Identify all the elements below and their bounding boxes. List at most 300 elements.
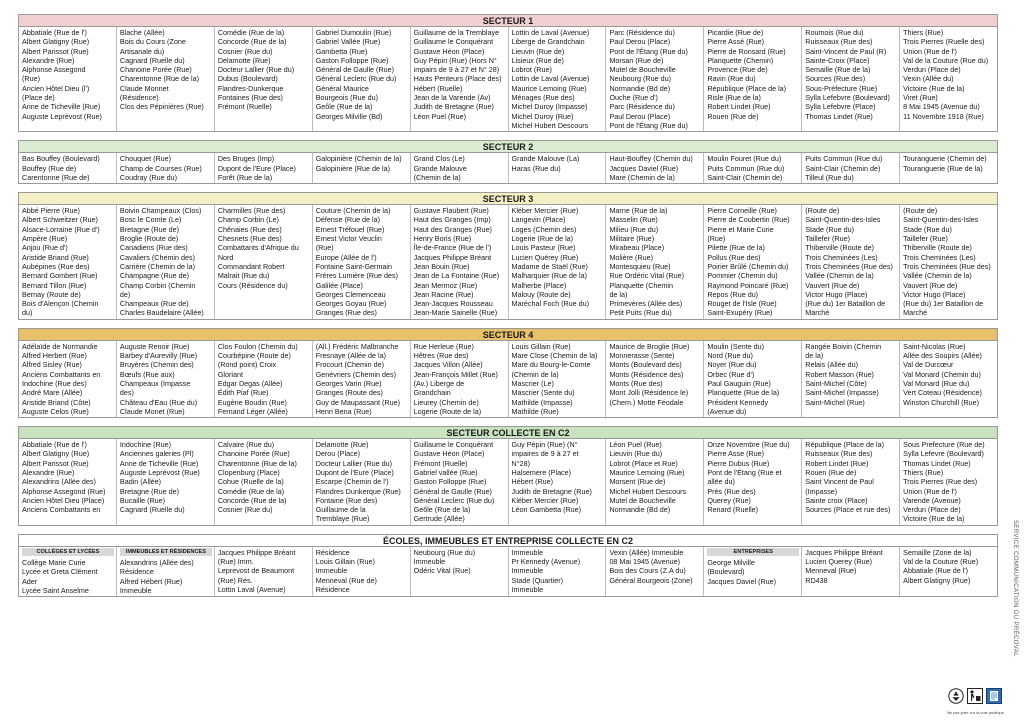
street-column [411,439,509,525]
street-entry: Poirier Brûlé (Chemin du) [707,261,789,271]
street-entry: Collège Marie Curie [22,558,86,568]
street-column [411,153,509,183]
street-entry: Monts (Boulevard des) [609,360,682,370]
street-entry: Geôle (Rue de la) [413,505,471,515]
street-entry: Pont de l'Étang (Rue du) [609,46,688,56]
street-entry: Pierre de Coubertin (Rue) [707,215,790,225]
street-entry: Parc (Résidence du) [609,102,675,112]
street-column [509,547,607,597]
street-entry: Georges Varin (Rue) [315,378,382,388]
street-entry: Louis Gillain (Rue) [511,341,571,351]
street-entry: Georges Milville (Bd) [315,111,383,121]
street-entry: du) [22,308,33,318]
street-column [509,27,607,131]
street-entry: Carentonne (Rue de) [22,172,90,182]
street-entry: Champagne (Rue de) [119,271,190,281]
street-entry: Sous-Préfecture (Rue) [805,83,878,93]
street-entry: Granges (Route des) [315,388,383,398]
street-entry: Résidence [315,547,350,557]
street-entry: Albert Schweitzer (Rue) [22,215,98,225]
street-entry: Morsent (Rue de) [609,477,666,487]
street-entry: Albert Parissot (Rue) [22,458,89,468]
street-entry: Auguste Renoir (Rue) [119,341,190,351]
street-entry: Viret (Rue) [903,93,938,103]
street-entry: Mathilde (Rue) [511,406,559,416]
street-entry: Frères Lumière (Rue des) [315,271,399,281]
street-entry: Aristide Briand (Rue) [22,252,89,262]
document-icon [986,688,1002,704]
street-entry: Immeuble [511,566,544,576]
street-entry: Haras (Rue du) [511,163,561,173]
street-column [313,439,411,525]
street-entry: Trois Pierres (Rue des) [903,477,978,487]
street-entry: Jean-François Millet (Rue) [413,369,498,379]
street-entry: Guillaume le Conquérant [413,37,494,47]
sector-title: SECTEUR 3 [19,193,997,205]
street-entry: Albert Glatigny (Rue) [22,449,90,459]
street-entry: Anciens Combattants en [22,505,101,515]
street-entry: Langevin (Place) [511,215,566,225]
street-column [215,205,313,319]
street-entry: Guy Pépin (Rue) (N° [511,440,578,450]
street-entry: Val de la Couture (Rue du) [903,55,989,65]
street-entry: Anne de Ticheville (Rue) [119,458,199,468]
street-column [509,439,607,525]
street-entry: Docteur Lallier (Rue du) [315,458,393,468]
street-entry: Trois Cheminées (Les) [805,252,878,262]
street-entry: Parc (Résidence du) [609,28,675,37]
street-entry: de la) [609,289,628,299]
street-entry: Chesnets (Rue des) [217,234,282,244]
street-entry: Masselin (Rue) [609,215,658,225]
street-entry: Sainte croix (Place) [805,495,868,505]
street-entry: Monnerasse (Sente) [609,351,675,361]
street-entry: Trois Pierres (Ruelle des) [903,37,985,47]
street-entry: Mare Close (Chemin de la) [511,351,598,361]
street-entry: Leprevost de Beaumont [217,566,295,576]
street-entry: Champ Corbin (Chemin [119,280,196,290]
street-entry: Rouget de l'Isle (Rue) [707,299,777,309]
street-entry: Général Bourgeois (Zone) [609,575,693,585]
street-entry: Anjou (Rue d') [22,243,68,253]
street-entry: Frémont (Ruelle) [217,102,272,112]
street-column [802,27,900,131]
street-entry: Delamotte (Rue) [315,440,369,450]
street-column [900,547,997,597]
street-column [313,341,411,417]
street-entry: Gabriel vallée (Rue) [413,467,478,477]
street-entry: Michel Hubert Descours [609,486,687,496]
street-entry: Robert Lindet (Rue) [805,458,869,468]
street-entry: Saint-Clair (Chemin de) [805,163,881,173]
street-column [802,341,900,417]
street-entry: Gabriel Vallée (Rue) [315,37,381,47]
street-entry: Jean de la Varende (Av) [413,93,491,103]
street-entry: Kléber Mercier (Rue) [511,495,579,505]
street-column [215,547,313,597]
street-entry: Logerie (Rue de la) [511,234,574,244]
street-entry: Pierre Asse (Rue) [707,449,765,459]
street-entry: Indochine (Rue) [119,440,172,450]
street-entry: Ravin (Rue du) [707,74,756,84]
street-entry: Général de Gaulle (Rue) [315,65,395,75]
street-entry: Galilée (Place) [315,280,363,290]
street-entry: Genévriers (Chemin des) [315,369,397,379]
street-entry: Louis Gillain (Rue) [315,557,375,567]
street-entry: Combattants d'Afrique du [217,243,299,253]
street-entry: Europe (Allée de l') [315,252,377,262]
street-entry: Vert Coteau (Résidence) [903,388,982,398]
street-entry: (Chem.) Motte Féodale [609,397,684,407]
street-entry: Gaston Folloppe (Rue) [413,477,487,487]
street-entry: Granges (Rue des) [315,308,377,318]
street-column [900,205,997,319]
street-entry: Maurice de Broglie (Rue) [609,341,690,351]
street-entry: (Rond point) Croix [217,360,277,370]
street-entry: Thiberville (Route de) [903,243,972,253]
footer-icons [948,688,1002,704]
street-entry: Tilleul (Rue du) [805,172,854,182]
street-entry: Résidence [119,567,154,577]
street-entry: Jacques Daviel (Rue) [707,576,777,586]
street-entry: Fernand Léger (Allée) [217,406,288,416]
street-entry: Défense (Rue de la) [315,215,381,225]
street-entry: (Chemin de la) [413,172,461,182]
street-entry: Rue Ordéric Vital (Rue) [609,271,685,281]
street-entry: Commandant Robert [217,261,285,271]
street-entry: Immeuble [511,584,544,594]
street-entry: Pommier (Chemin du) [707,271,778,281]
street-entry: (Rue) [315,243,334,253]
street-entry: Cagnard (Ruelle du) [119,505,185,515]
street-entry: Carrière (Chemin de la) [119,261,195,271]
street-entry: Planquette (Chemin) [707,55,774,65]
street-column [117,205,215,319]
street-entry: Jacques Philippe Bréant [413,252,492,262]
collection-sectors-page [18,14,998,714]
street-entry: Immeuble [511,547,544,557]
street-entry: Monts (Résidence des) [609,369,684,379]
street-entry: Semaille (Rue de la) [805,65,871,75]
street-column [411,205,509,319]
street-entry: Normandie (Bd de) [609,83,671,93]
street-entry: Jean Racine (Rue) [413,289,474,299]
street-entry: Boivin Champeaux (Clos) [119,206,202,216]
street-entry: Stade (Quartier) [511,575,564,585]
street-entry: Jean-Marie Sainelle (Rue) [413,308,498,318]
street-entry: Gustave Flaubert (Rue) [413,206,489,216]
street-entry: Albert Glatigny (Rue) [22,37,90,47]
street-entry: Bois des Cours (Z.A du) [609,566,686,576]
sector-title: SECTEUR 1 [19,15,997,27]
street-entry: Morsan (Rue de) [609,55,664,65]
street-entry: Noyer (Rue du) [707,360,757,370]
street-column [704,27,802,131]
street-entry: Frocourt (Chemin de) [315,360,385,370]
street-entry: Flandres Dunkerque (Rue) [315,486,401,496]
street-entry: Puits Commun (Rue du) [707,163,785,173]
street-entry: Fontaine Saint-Germain [315,261,393,271]
street-entry: Gabriel Dumoulin (Rue) [315,28,392,37]
street-entry: Verdun (Place de) [903,505,961,515]
street-entry: (Rue) [707,234,726,244]
street-entry: Hêtres (Rue des) [413,351,469,361]
street-entry: Couture (Chemin de la) [315,206,391,216]
street-entry: Militaire (Rue) [609,234,655,244]
street-entry: Sylla Lefebvre (Place) [805,102,876,112]
street-entry: Abbatiale (Rue de l') [22,440,87,450]
street-entry: Mare du Bourg-le-Comte [511,360,591,370]
street-entry: Touranguerie (Rue de la) [903,163,983,173]
street-entry: Pierre Corneille (Rue) [707,206,777,216]
street-entry: Geôle (Rue de la) [315,102,373,112]
street-column [215,27,313,131]
street-entry: Guillaume le Conquérant [413,440,494,450]
street-entry: Lucien Querey (Rue) [805,557,872,567]
street-entry: Bas Bouffey (Boulevard) [22,154,100,164]
street-entry: Saint-Quentin-des-Isles [805,215,881,225]
street-entry: Hébert (Rue) [511,477,554,487]
street-entry: Édith Piaf (Rue) [217,388,269,398]
street-entry: Ménages (Rue des) [511,93,575,103]
street-entry: Ernest Victor Veuclin [315,234,382,244]
street-entry: (Impasse) [805,486,838,496]
street-entry: Alsace-Lorraine (Rue d') [22,224,100,234]
street-entry: André Mare (Allée) [22,388,83,398]
street-column [704,205,802,319]
street-entry: (Résidence) [119,93,159,103]
street-entry: Lieurey (Chemin de) [413,397,479,407]
street-entry: impairs de 9 à 27 et N° 28) [413,65,500,75]
street-entry: (Boulevard) [707,567,745,577]
street-entry: Raymond Poincaré (Rue) [707,280,789,290]
street-entry: Edgar Degas (Allée) [217,378,283,388]
street-entry: Vallée (Chemin de la) [903,271,972,281]
street-entry: Mare (Chemin de la) [609,172,675,182]
street-column [313,153,411,183]
street-entry: Haut-Bouffey (Chemin du) [609,154,693,164]
street-entry: Saint-Vincent de Paul (R) [805,46,887,56]
street-column [509,153,607,183]
street-entry: Malouy (Route de) [511,289,571,299]
street-entry: Bucaille (Rue) [119,495,166,505]
street-entry: Léon Puel (Rue) [413,111,466,121]
street-entry: Concorde (Rue de la) [217,495,287,505]
street-entry: Rouen (Rue de) [805,467,857,477]
street-entry: Bourgeois (Rue du) [315,93,379,103]
street-entry: Alexandrins (Allée des) [22,477,96,487]
street-entry: Pr Kennedy (Avenue) [511,557,581,567]
street-entry: RD438 [805,575,828,585]
street-entry: impaires de 9 à 27 et [511,449,579,459]
street-entry: Bretagne (Rue de) [119,486,180,496]
street-entry: Ader [22,576,38,586]
street-entry: Michel Hubert Descours [511,120,589,130]
street-entry: Moulin Fouret (Rue du) [707,154,782,164]
street-entry: Sources (Rue des) [805,74,866,84]
street-entry: Puits Commun (Rue du) [805,154,883,164]
sector-title: ÉCOLES, IMMEUBLES ET ENTREPRISE COLLECTE EN C2 [19,535,997,547]
street-entry: Ancien Hôtel Dieu (l') [22,83,90,93]
side-note-text: SERVICE COMMUNICATION DU PRÉCOVAL [1012,520,1018,657]
street-entry: Saint-Nicolas (Rue) [903,341,966,351]
street-entry: République (Place de la) [707,83,787,93]
street-entry: Lobrot (Place et Rue) [609,458,678,468]
street-entry: Anciennes galeries (Pl) [119,449,194,459]
street-entry: Risle (Rue de la) [707,93,761,103]
street-entry: Orbec (Rue d') [707,369,755,379]
street-entry: Liberge de Grandchain [511,37,585,47]
street-entry: Derou (Place) [315,449,361,459]
street-entry: Repos (Rue du) [707,289,759,299]
street-entry: Planquette (Chemin [609,280,673,290]
street-column [117,439,215,525]
street-entry: Bosc le Comte (Le) [119,215,182,225]
street-entry: Fontaines (Rue des) [217,93,283,103]
street-entry: Logerie (Route de la) [413,406,482,416]
street-entry: Hauts Penteurs (Place des) [413,74,502,84]
sector-title: SECTEUR 4 [19,329,997,341]
street-entry: Malrait (Rue du) [217,271,270,281]
street-entry: Alfred Herbert (Rue) [22,351,87,361]
street-entry: Vauvert (Rue de) [903,280,958,290]
street-entry: Val de Durcœur [903,360,954,370]
street-column [19,205,117,319]
street-entry: Champ Corbin (Le) [217,215,279,225]
sector-title: SECTEUR COLLECTE EN C2 [19,427,997,439]
street-entry: Jean Bouin (Rue) [413,261,470,271]
street-columns [19,439,997,525]
street-entry: Ruisseaux (Rue des) [805,449,873,459]
street-entry: Thomas Lindet (Rue) [805,111,873,121]
street-entry: Delamotte (Rue) [217,55,271,65]
street-entry: Grande Malouve (La) [511,154,580,164]
street-entry: Petit Puits (Rue du) [609,308,672,318]
street-entry: Victoire (Rue de la) [903,514,965,524]
street-entry: Henri Bena (Rue) [315,406,372,416]
street-entry: Galopinière (Rue de la) [315,163,391,173]
street-entry: Artisanale du) [119,46,165,56]
street-entry: Cohue (Ruelle de la) [217,477,284,487]
street-entry: Menneval (Rue) [805,566,857,576]
street-entry: Trois Cheminées (Les) [903,252,976,262]
column-header: COLLÈGES ET LYCÉES [22,548,114,556]
street-entry: Georges Goyau (Rue) [315,299,387,309]
street-column [606,439,704,525]
street-entry: Champeaux (Rue de) [119,299,189,309]
street-entry: Champeaux (Impasse [119,378,191,388]
street-entry: Jean-Jacques Rousseau [413,299,493,309]
street-entry: Pont de l'Étang (Rue et [707,467,782,477]
street-entry: Grande Malouve [413,163,467,173]
street-entry: Union (Rue de l') [903,486,957,496]
street-entry: Clos des Pépinières (Rue) [119,102,204,112]
street-entry: Lieuvin (Rue de) [511,46,565,56]
street-columns [19,547,997,597]
street-entry: Anciens Combattants en [22,369,101,379]
street-entry: Abbatiale (Rue de l') [22,28,87,37]
street-entry: Bernay (Route de) [22,289,81,299]
street-entry: République (Place de la) [805,440,884,450]
street-columns [19,341,997,417]
street-entry: Victor Hugo (Place) [805,289,868,299]
street-entry: (Rue du) 1er Bataillon de [805,299,886,309]
street-entry: Mirabeau (Place) [609,243,665,253]
street-entry: Odéric Vital (Rue) [413,566,471,576]
street-entry: Lieuvin (Rue du) [609,449,663,459]
street-entry: Général Leclerc (Rue du) [413,495,495,505]
street-entry: Ampère (Rue) [22,234,68,244]
street-entry: Sylla Lefebvre (Boulevard) [805,93,890,103]
street-entry: Malherbe (Place) [511,280,567,290]
street-entry: Chouquet (Rue) [119,154,172,164]
street-entry: Marne (Rue de la) [609,206,668,216]
sector-collecte_c2 [18,426,998,526]
street-entry: Charentonne (Rue de la) [217,458,297,468]
street-entry: Aristide Briand (Côte) [22,397,91,407]
street-entry: Ouche (Rue d') [609,93,658,103]
street-entry: Loges (Chemin des) [511,224,577,234]
street-entry: Champ de Courses (Rue) [119,163,202,173]
street-entry: Fresnaye (Allée de la) [315,351,387,361]
street-entry: Adélaïde de Normandie [22,341,98,351]
street-entry: Alphonse Assegond (Rue) [22,486,106,496]
street-entry: Ruisseaux (Rue des) [805,37,873,47]
street-entry: Hébert (Ruelle) [413,83,463,93]
street-entry: Gaston Folloppe (Rue) [315,55,389,65]
side-note [1008,520,1018,670]
street-column [704,153,802,183]
street-entry: 08 Mai 1945 (Avenue) [609,557,681,567]
street-entry: Canadiens (Rue des) [119,243,188,253]
street-column [900,153,997,183]
street-entry: Lobrot (Rue) [511,65,552,75]
street-entry: (Route de) [805,206,840,216]
street-entry: Pierre et Marie Curie [707,224,774,234]
street-entry: Jean Mermoz (Rue) [413,280,478,290]
street-entry: Saint-Michel (Impasse) [805,388,879,398]
street-entry: (Route de) [903,206,938,216]
street-column [19,547,117,597]
street-entry: George Milville [707,558,755,568]
street-entry: Dupont de l'Eure (Place) [217,163,296,173]
street-entry: Guillaume de la Tremblaye [413,28,500,37]
street-entry: Vexin (Allée) Immeuble [609,547,684,557]
street-entry: des) [119,388,134,398]
sector-secteur4 [18,328,998,418]
street-column [606,341,704,417]
street-column [704,341,802,417]
street-entry: Pierre Assé (Rue) [707,37,765,47]
street-entry: Immeuble [315,566,348,576]
street-entry: Monts (Rue des) [609,378,663,388]
street-entry: Lycée et Greta Clément [22,567,98,577]
street-column [313,27,411,131]
street-entry: Rangée Boivin (Chemin [805,341,882,351]
street-entry: Lottin Laval (Avenue) [217,584,286,594]
street-entry: Claude Monet (Rue) [119,406,185,416]
street-entry: Saint Vincent de Paul [805,477,874,487]
street-entry: Mutel de Boucheville [609,495,676,505]
street-entry: Chanoine Porée (Rue) [119,65,192,75]
street-entry: Rue Herleue (Rue) [413,341,474,351]
street-entry: Moulin (Sente du) [707,341,765,351]
footer-caption: Ne pas jeter sur la voie publique [946,710,1004,715]
street-entry: Guy de Maupassant (Rue) [315,397,401,407]
street-column [215,439,313,525]
street-entry: (All.) Frédéric Malbranche [315,341,399,351]
street-entry: allée du) [707,477,735,487]
